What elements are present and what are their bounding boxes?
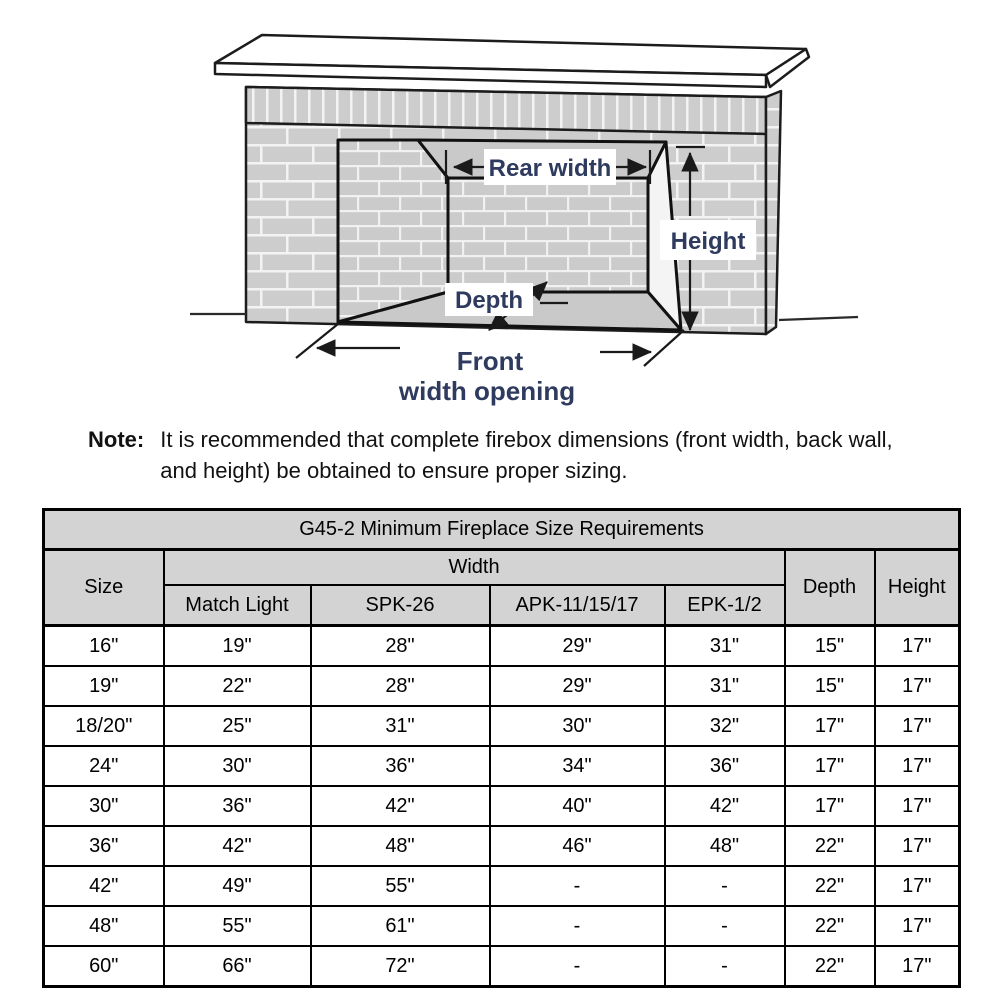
table-cell: 17": [785, 706, 875, 746]
table-cell: 30": [44, 786, 164, 826]
table-cell: -: [490, 946, 665, 987]
table-cell: 15": [785, 626, 875, 667]
table-cell: 40": [490, 786, 665, 826]
table-cell: 60": [44, 946, 164, 987]
col-header-depth: Depth: [785, 550, 875, 626]
table-cell: 55": [311, 866, 490, 906]
table-cell: 29": [490, 626, 665, 667]
table-row: [44, 666, 960, 706]
table-row: [44, 626, 960, 667]
table-cell: 19": [164, 626, 311, 667]
table-cell: 31": [665, 626, 785, 667]
table-cell: 31": [665, 666, 785, 706]
table-cell: 66": [164, 946, 311, 987]
table-cell: 17": [875, 786, 960, 826]
table-cell: 28": [311, 626, 490, 667]
table-cell: 15": [785, 666, 875, 706]
table-cell: 17": [875, 866, 960, 906]
table-cell: 55": [164, 906, 311, 946]
firebox-back-wall: [448, 178, 648, 292]
table-cell: 17": [875, 666, 960, 706]
table-cell: 29": [490, 666, 665, 706]
table-cell: -: [665, 866, 785, 906]
table-cell: 22": [785, 866, 875, 906]
table-cell: 17": [875, 746, 960, 786]
table-row: [44, 866, 960, 906]
table-cell: 72": [311, 946, 490, 987]
table-row: [44, 906, 960, 946]
table-cell: 17": [875, 706, 960, 746]
table-cell: 49": [164, 866, 311, 906]
table-cell: 42": [311, 786, 490, 826]
table-cell: 30": [490, 706, 665, 746]
table-cell: 28": [311, 666, 490, 706]
fireplace-diagram: [0, 0, 1000, 415]
table-cell: 42": [665, 786, 785, 826]
table-cell: 36": [665, 746, 785, 786]
table-cell: 17": [785, 746, 875, 786]
table-cell: 36": [164, 786, 311, 826]
table-cell: 22": [785, 946, 875, 987]
table-cell: 24": [44, 746, 164, 786]
table-cell: 32": [665, 706, 785, 746]
table-cell: 17": [875, 906, 960, 946]
col-header-height: Height: [875, 550, 960, 626]
table-cell: 17": [785, 786, 875, 826]
table-cell: 42": [164, 826, 311, 866]
table-row: [44, 946, 960, 987]
table-cell: 16": [44, 626, 164, 667]
fireplace-size-table: [42, 508, 958, 988]
table-row: [44, 706, 960, 746]
table-cell: 61": [311, 906, 490, 946]
table-cell: 18/20": [44, 706, 164, 746]
table-cell: 42": [44, 866, 164, 906]
table-cell: 36": [311, 746, 490, 786]
table-cell: 48": [665, 826, 785, 866]
brick-side-face: [766, 91, 781, 334]
table-cell: 36": [44, 826, 164, 866]
table-cell: 22": [785, 906, 875, 946]
table-title-row: [44, 510, 960, 550]
table-row: [44, 746, 960, 786]
table-cell: 34": [490, 746, 665, 786]
table-cell: -: [665, 906, 785, 946]
col-header-epk: EPK-1/2: [665, 585, 785, 626]
table-cell: 25": [164, 706, 311, 746]
rear-width-label: Rear width: [488, 155, 612, 182]
table-cell: 48": [311, 826, 490, 866]
fireplace-diagram-svg: [0, 0, 1000, 415]
front-width-label-line2: width opening: [398, 376, 576, 406]
table-cell: 46": [490, 826, 665, 866]
table-row: [44, 826, 960, 866]
note-text: It is recommended that complete firebox dimensions (front width, back wall, and height) be obtained to ensure proper sizing.: [160, 427, 893, 483]
table-title: G45-2 Minimum Fireplace Size Requirements: [44, 510, 960, 550]
col-header-size: Size: [44, 550, 164, 626]
table-cell: 48": [44, 906, 164, 946]
front-width-label-line1: Front: [456, 346, 524, 376]
table-row: [44, 786, 960, 826]
table-cell: 30": [164, 746, 311, 786]
note-label: Note:: [88, 427, 145, 452]
table-cell: 17": [875, 826, 960, 866]
depth-label: Depth: [455, 287, 523, 314]
col-header-apk: APK-11/15/17: [490, 585, 665, 626]
note: [88, 424, 900, 486]
table-cell: 17": [875, 626, 960, 667]
firebox-left-wall: [338, 140, 448, 322]
height-label: Height: [670, 228, 746, 255]
table-cell: -: [490, 866, 665, 906]
table-cell: 19": [44, 666, 164, 706]
table-cell: -: [490, 906, 665, 946]
table-header-row-groups: [44, 550, 960, 586]
table-cell: 22": [785, 826, 875, 866]
col-header-match-light: Match Light: [164, 585, 311, 626]
table-cell: 17": [875, 946, 960, 987]
table-cell: 22": [164, 666, 311, 706]
table-cell: 31": [311, 706, 490, 746]
mantel-shelf: [215, 35, 809, 87]
table-cell: -: [665, 946, 785, 987]
col-header-spk-26: SPK-26: [311, 585, 490, 626]
col-header-width-group: Width: [164, 550, 785, 586]
